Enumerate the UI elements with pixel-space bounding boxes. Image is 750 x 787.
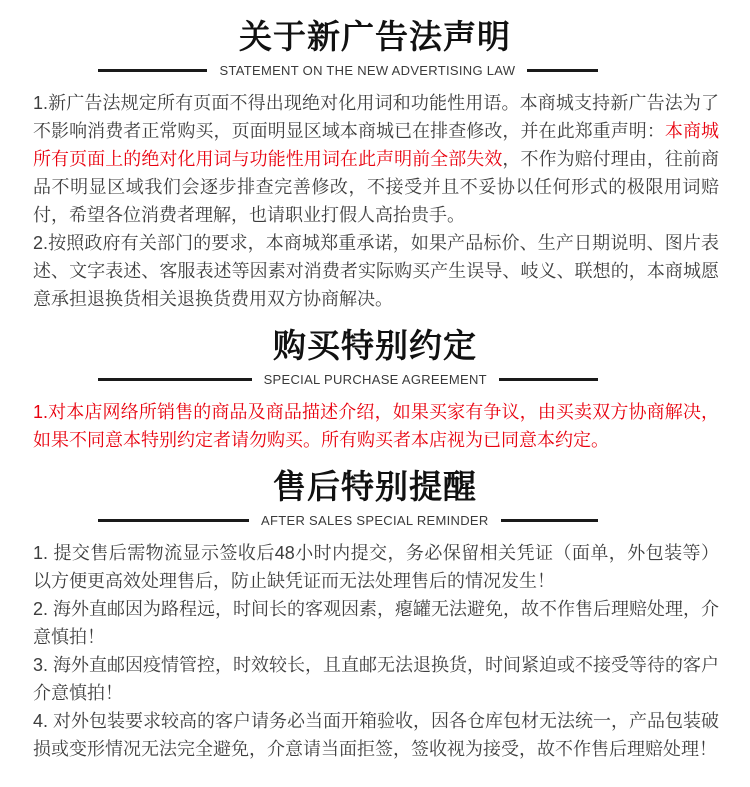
section-paragraphs xyxy=(0,539,750,763)
section-subtitle-row xyxy=(98,513,598,527)
section-subtitle: SPECIAL PURCHASE AGREEMENT xyxy=(263,371,487,387)
section-purchase-agreement xyxy=(0,327,750,454)
divider-line-right xyxy=(501,519,598,522)
section-subtitle-row xyxy=(98,63,598,77)
body-text: 2.按照政府有关部门的要求，本商城郑重承诺，如果产品标价、生产日期说明、图片表述、文字表述、客服表述等因素对消费者实际购买产生误导、岐义、联想的，本商城愿意承担退换货相关退换货费用双方协商解决。 xyxy=(33,233,719,309)
section-subtitle: AFTER SALES SPECIAL REMINDER xyxy=(261,512,489,528)
paragraph xyxy=(33,229,719,313)
divider-line-right xyxy=(527,69,598,72)
body-text: ，不作为赔付理由，往前商品不明显区域我们会逐步排查完善修改，不接受并且不妥协以任何形式的极限用词赔付，希望各位消费者理解，也请职业打假人高抬贵手。 xyxy=(33,149,719,225)
section-subtitle: STATEMENT ON THE NEW ADVERTISING LAW xyxy=(219,62,516,78)
section-subtitle-row xyxy=(98,372,598,386)
divider-line-left xyxy=(98,378,252,381)
section-paragraphs xyxy=(0,89,750,313)
section-advertising-law xyxy=(0,18,750,313)
paragraph xyxy=(33,89,719,229)
paragraph xyxy=(33,539,719,595)
paragraph xyxy=(33,651,719,707)
section-paragraphs xyxy=(0,398,750,454)
body-text: 4. 对外包装要求较高的客户请务必当面开箱验收，因各仓库包材无法统一，产品包装破损或变形情况无法完全避免，介意请当面拒签，签收视为接受，故不作售后理赔处理！ xyxy=(33,711,720,759)
section-title: 售后特别提醒 xyxy=(273,468,477,505)
divider-line-left xyxy=(98,69,207,72)
body-text: 3. 海外直邮因疫情管控，时效较长，且直邮无法退换货，时间紧迫或不接受等待的客户介意慎拍！ xyxy=(33,655,720,703)
body-text: 1.新广告法规定所有页面不得出现绝对化用词和功能性用语。本商城支持新广告法为了不影响消费者正常购买，页面明显区域本商城已在排查修改，并在此郑重声明： xyxy=(33,93,719,141)
section-title: 购买特别约定 xyxy=(273,327,477,364)
section-after-sales xyxy=(0,468,750,763)
divider-line-right xyxy=(499,378,598,381)
paragraph xyxy=(33,398,719,454)
paragraph xyxy=(33,595,719,651)
body-text: 1. 提交售后需物流显示签收后48小时内提交，务必保留相关凭证（面单，外包装等）以方便更高效处理售后，防止缺凭证而无法处理售后的情况发生！ xyxy=(33,543,719,591)
highlighted-text: 本商城所有页面上的绝对化用词与功能性用词在此声明前全部失效 xyxy=(33,121,719,169)
highlighted-text: 1.对本店网络所销售的商品及商品描述介绍，如果买家有争议，由买卖双方协商解决，如果不同意本特别约定者请勿购买。所有购买者本店视为已同意本约定。 xyxy=(33,402,719,450)
paragraph xyxy=(33,707,719,763)
section-title: 关于新广告法声明 xyxy=(239,18,511,55)
body-text: 2. 海外直邮因为路程远，时间长的客观因素，瘪罐无法避免，故不作售后理赔处理，介意慎拍！ xyxy=(33,599,720,647)
divider-line-left xyxy=(98,519,249,522)
